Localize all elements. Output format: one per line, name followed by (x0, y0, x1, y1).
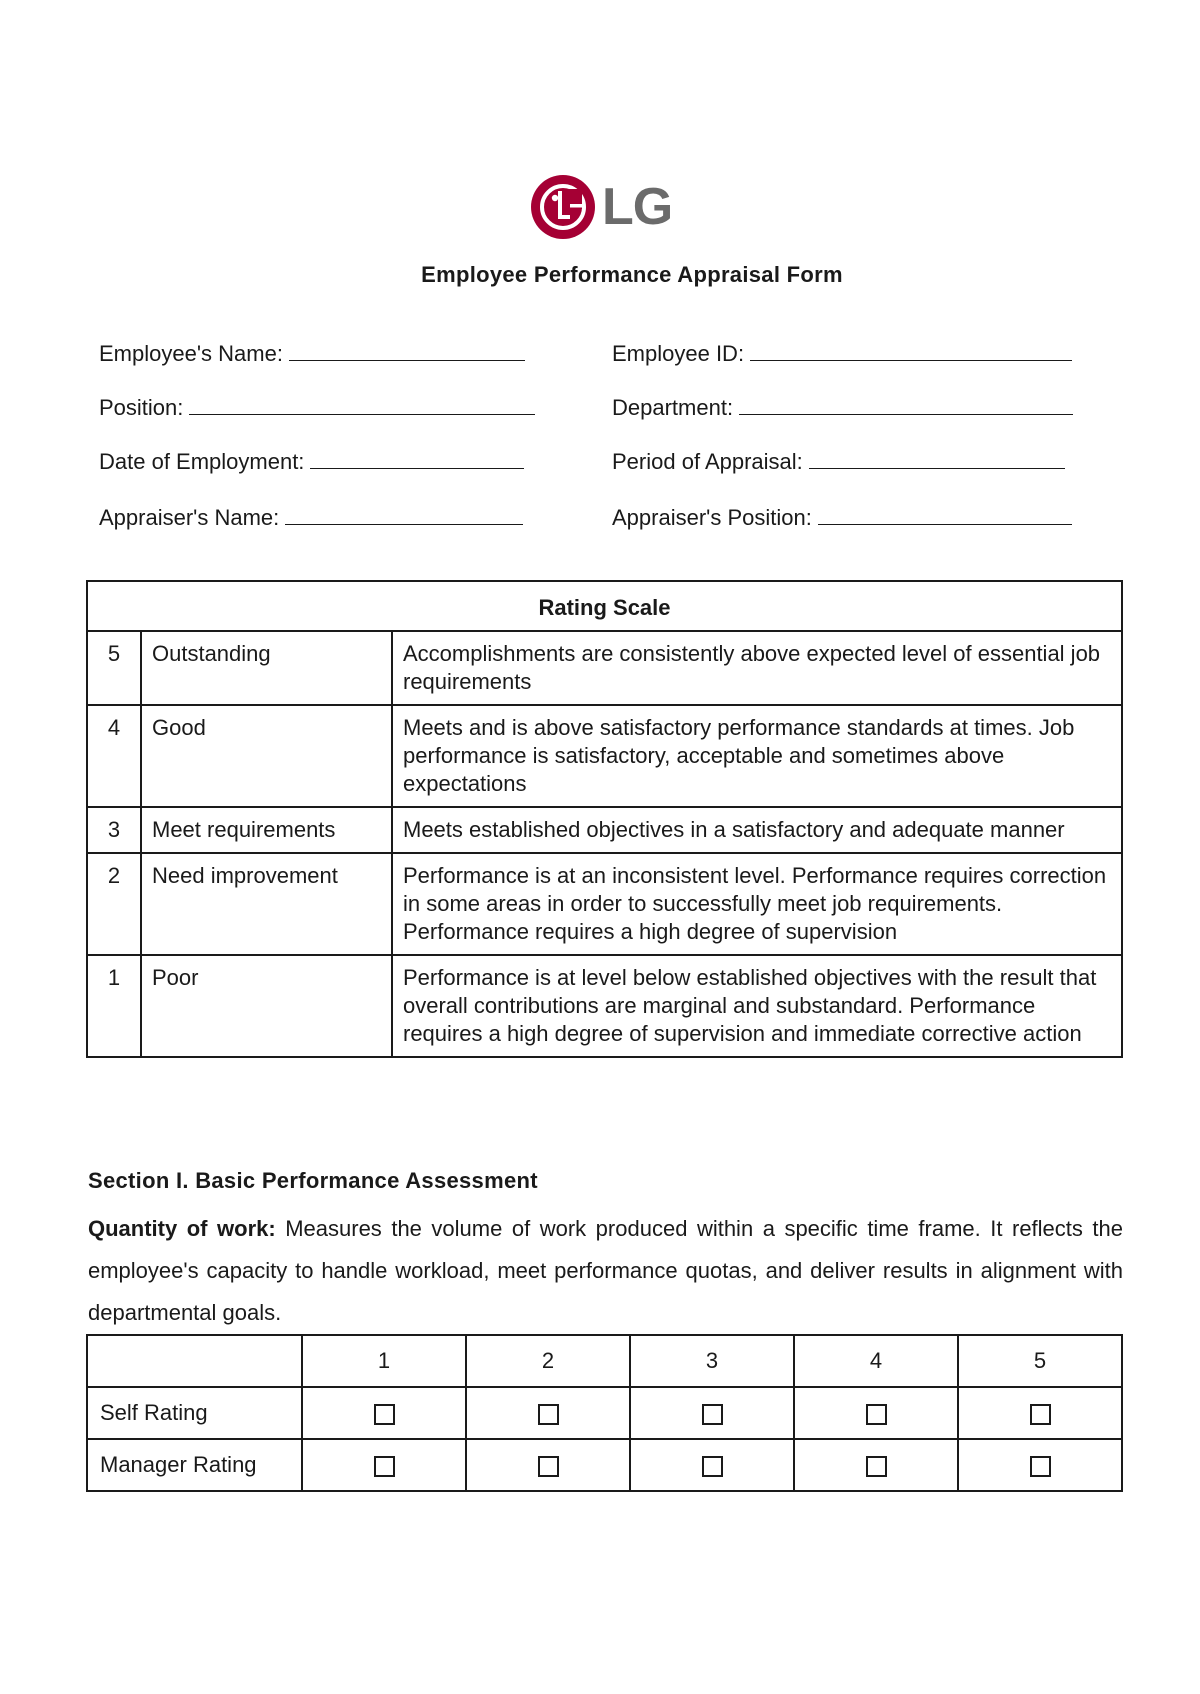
rating-label: Outstanding (141, 631, 392, 705)
column-header: 4 (794, 1335, 958, 1387)
column-header: 2 (466, 1335, 630, 1387)
appraiser-position-label: Appraiser's Position: (612, 505, 812, 530)
self-rating-checkbox-5[interactable] (1030, 1404, 1051, 1425)
table-row (87, 807, 1122, 853)
rating-label: Poor (141, 955, 392, 1057)
employee-id-field[interactable] (612, 340, 1072, 368)
manager-rating-label: Manager Rating (87, 1439, 302, 1491)
section-heading: Section I. Basic Performance Assessment (88, 1168, 538, 1193)
appraiser-name-label: Appraiser's Name: (99, 505, 280, 530)
table-row (87, 631, 1122, 705)
rating-description: Performance is at level below established objectives with the result that overall contributions are marginal and substandard. Performance requires a high degree of supervision and immediate corrective action (392, 955, 1122, 1057)
period-of-appraisal-field[interactable] (612, 448, 1065, 476)
rating-label: Good (141, 705, 392, 807)
manager-rating-checkbox-1[interactable] (374, 1456, 395, 1477)
period-of-appraisal-label: Period of Appraisal: (612, 449, 803, 474)
date-of-employment-label: Date of Employment: (99, 449, 305, 474)
self-rating-label: Self Rating (87, 1387, 302, 1439)
rating-label: Need improvement (141, 853, 392, 955)
department-field[interactable] (612, 394, 1073, 422)
manager-rating-checkbox-5[interactable] (1030, 1456, 1051, 1477)
appraiser-name-field[interactable] (99, 504, 523, 532)
date-of-employment-field[interactable] (99, 448, 524, 476)
column-header: 5 (958, 1335, 1122, 1387)
logo-text: LG (602, 178, 673, 236)
appraiser-position-field[interactable] (612, 504, 1072, 532)
quantity-of-work-text: Measures the volume of work produced within a specific time frame. It reflects the employee's capacity to handle workload, meet performance quotas, and deliver results in alignment with departmental goals. (88, 1216, 1124, 1325)
manager-rating-checkbox-3[interactable] (702, 1456, 723, 1477)
page-title: Employee Performance Appraisal Form (421, 262, 843, 287)
self-rating-checkbox-3[interactable] (702, 1404, 723, 1425)
table-row (87, 1387, 1122, 1439)
rating-description: Accomplishments are consistently above expected level of essential job requirements (392, 631, 1122, 705)
table-row (87, 1439, 1122, 1491)
rating-score: 3 (87, 807, 141, 853)
rating-description: Performance is at an inconsistent level. Performance requires correction in some areas in order to successfully meet job requirements. Performance requires a high degree of supervision (392, 853, 1122, 955)
rating-scale-table (86, 580, 1123, 1058)
lg-logo-icon (530, 174, 596, 240)
rating-score: 4 (87, 705, 141, 807)
self-rating-checkbox-4[interactable] (866, 1404, 887, 1425)
rating-scale-header: Rating Scale (87, 581, 1122, 631)
self-rating-checkbox-1[interactable] (374, 1404, 395, 1425)
manager-rating-checkbox-4[interactable] (866, 1456, 887, 1477)
lg-logo (530, 174, 672, 240)
table-row (87, 705, 1122, 807)
manager-rating-checkbox-2[interactable] (538, 1456, 559, 1477)
rating-score: 1 (87, 955, 141, 1057)
department-label: Department: (612, 395, 734, 420)
employee-id-label: Employee ID: (612, 341, 745, 366)
rating-description: Meets and is above satisfactory performance standards at times. Job performance is satisfactory, acceptable and sometimes above expectations (392, 705, 1122, 807)
position-field[interactable] (99, 394, 535, 422)
table-row (87, 853, 1122, 955)
rating-description: Meets established objectives in a satisfactory and adequate manner (392, 807, 1122, 853)
column-header: 3 (630, 1335, 794, 1387)
quantity-of-work-label: Quantity of work: (88, 1216, 276, 1241)
rating-score: 5 (87, 631, 141, 705)
rating-label: Meet requirements (141, 807, 392, 853)
quantity-of-work-paragraph (88, 1208, 1123, 1334)
table-row (87, 1335, 1122, 1387)
empty-header-cell (87, 1335, 302, 1387)
position-label: Position: (99, 395, 184, 420)
quantity-rating-table (86, 1334, 1123, 1492)
self-rating-checkbox-2[interactable] (538, 1404, 559, 1425)
employee-name-field[interactable] (99, 340, 525, 368)
table-row (87, 955, 1122, 1057)
employee-name-label: Employee's Name: (99, 341, 283, 366)
rating-score: 2 (87, 853, 141, 955)
column-header: 1 (302, 1335, 466, 1387)
